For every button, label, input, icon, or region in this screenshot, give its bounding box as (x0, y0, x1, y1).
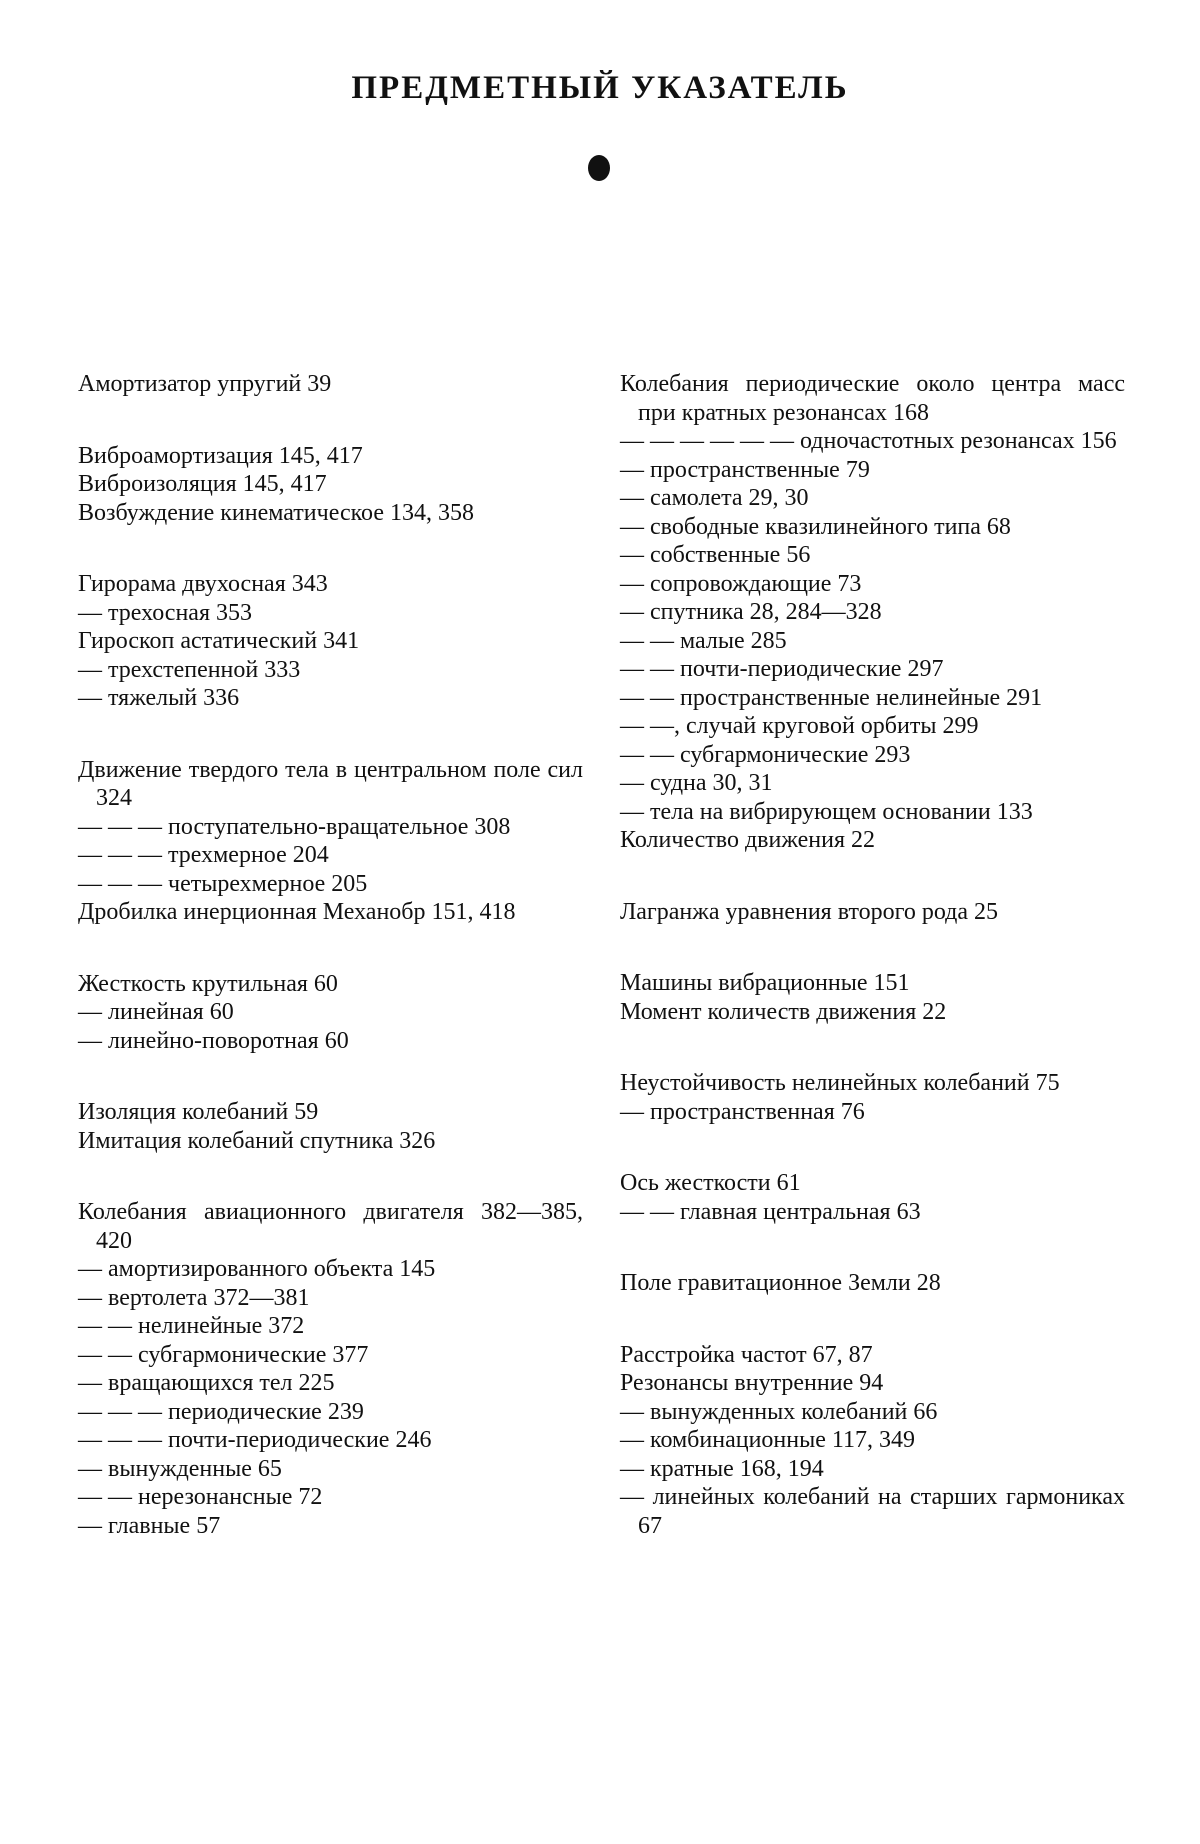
index-entry: Движение твердого тела в центральном поле сил 324 (78, 756, 583, 811)
index-entry: — тела на вибрирующем основании 133 (620, 798, 1033, 825)
index-entry: — — — — — — одночастотных резонансах 156 (620, 428, 1117, 454)
index-entry: Ось жесткости 61 (620, 1170, 801, 1196)
index-group (620, 370, 1125, 855)
index-entry: — — пространственные нелинейные 291 (620, 684, 1043, 711)
index-group (620, 1269, 1125, 1298)
index-entry: Поле гравитационное Земли 28 (620, 1270, 941, 1296)
index-entry: — — нелинейные 372 (78, 1313, 305, 1339)
index-entry: Жесткость крутильная 60 (78, 970, 338, 997)
index-entry: — линейная 60 (78, 999, 234, 1025)
index-entry: — спутника 28, 284—328 (620, 599, 882, 625)
index-group (78, 1198, 583, 1540)
index-entry: Расстройка частот 67, 87 (620, 1341, 873, 1368)
index-entry: — — почти-периодические 297 (620, 656, 944, 682)
index-entry: — — субгармонические 377 (78, 1341, 369, 1368)
index-entry: Гироскоп астатический 341 (78, 628, 360, 654)
index-entry: Количество движения 22 (620, 827, 875, 853)
index-entry: Амортизатор упругий 39 (78, 371, 332, 397)
index-group (78, 570, 583, 713)
index-entry: Резонансы внутренние 94 (620, 1370, 884, 1396)
index-group (620, 898, 1125, 927)
index-entry: — —, случай круговой орбиты 299 (620, 713, 979, 739)
index-entry: — — субгармонические 293 (620, 741, 911, 768)
index-entry: Неустойчивость нелинейных колебаний 75 (620, 1070, 1060, 1096)
index-group (78, 970, 583, 1056)
index-entry: — — — периодические 239 (78, 1398, 364, 1425)
index-entry: Изоляция колебаний 59 (78, 1099, 319, 1125)
index-entry: — — — четырехмерное 205 (78, 870, 368, 897)
index-group (620, 1169, 1125, 1226)
index-entry: — амортизированного объекта 145 (78, 1256, 436, 1282)
index-entry: — вертолета 372—381 (78, 1284, 310, 1311)
index-entry: — сопровождающие 73 (620, 570, 862, 597)
page-title: ПРЕДМЕТНЫЙ УКАЗАТЕЛЬ (351, 70, 849, 106)
index-entry: Лагранжа уравнения второго рода 25 (620, 898, 999, 925)
index-entry: — пространственные 79 (620, 456, 870, 483)
index-entry: — вынужденных колебаний 66 (620, 1398, 938, 1425)
index-entry: — вынужденные 65 (78, 1455, 282, 1482)
index-entry: — судна 30, 31 (620, 770, 773, 796)
index-entry: Виброизоляция 145, 417 (78, 471, 327, 497)
index-entry: — — главная центральная 63 (620, 1198, 921, 1225)
index-entry: Машины вибрационные 151 (620, 970, 910, 996)
index-entry: — линейно-поворотная 60 (78, 1027, 349, 1054)
index-entry: Имитация колебаний спутника 326 (78, 1127, 436, 1154)
index-entry: — тяжелый 336 (78, 685, 240, 711)
index-entry: Возбуждение кинематическое 134, 358 (78, 499, 474, 526)
index-entry: — главные 57 (78, 1512, 221, 1539)
index-entry: — вращающихся тел 225 (78, 1370, 335, 1396)
index-entry: — собственные 56 (620, 542, 811, 568)
index-entry: Колебания периодические около центра масс при кратных резонансах 168 (620, 371, 1125, 426)
index-entry: Момент количеств движения 22 (620, 998, 947, 1025)
index-entry: Виброамортизация 145, 417 (78, 442, 363, 469)
index-column-left (78, 370, 583, 1583)
index-entry: — трехосная 353 (78, 599, 252, 626)
index-entry: — — малые 285 (620, 627, 787, 654)
index-group (620, 969, 1125, 1026)
index-group (78, 1098, 583, 1155)
index-group (78, 756, 583, 927)
index-entry: — — — почти-периодические 246 (78, 1427, 432, 1453)
index-group (620, 1341, 1125, 1541)
index-entry: — — нерезонансные 72 (78, 1484, 323, 1510)
index-entry: Дробилка инерционная Механобр 151, 418 (78, 899, 516, 925)
index-group (78, 370, 583, 399)
index-column-right (620, 370, 1125, 1583)
index-entry: Колебания авиационного двигателя 382—385, 420 (78, 1199, 583, 1254)
index-group (78, 442, 583, 528)
index-entry: — — — трехмерное 204 (78, 842, 329, 868)
index-entry: — самолета 29, 30 (620, 485, 809, 511)
index-entry: — пространственная 76 (620, 1098, 865, 1125)
ornament-dot (588, 155, 610, 181)
index-entry: — линейных колебаний на старших гармониках 67 (620, 1484, 1125, 1539)
index-entry: — кратные 168, 194 (620, 1455, 824, 1482)
index-entry: — свободные квазилинейного типа 68 (620, 513, 1011, 540)
index-entry: — комбинационные 117, 349 (620, 1427, 915, 1453)
index-entry: — трехстепенной 333 (78, 656, 301, 683)
index-entry: — — — поступательно-вращательное 308 (78, 813, 511, 840)
index-group (620, 1069, 1125, 1126)
index-entry: Гирорама двухосная 343 (78, 571, 328, 597)
